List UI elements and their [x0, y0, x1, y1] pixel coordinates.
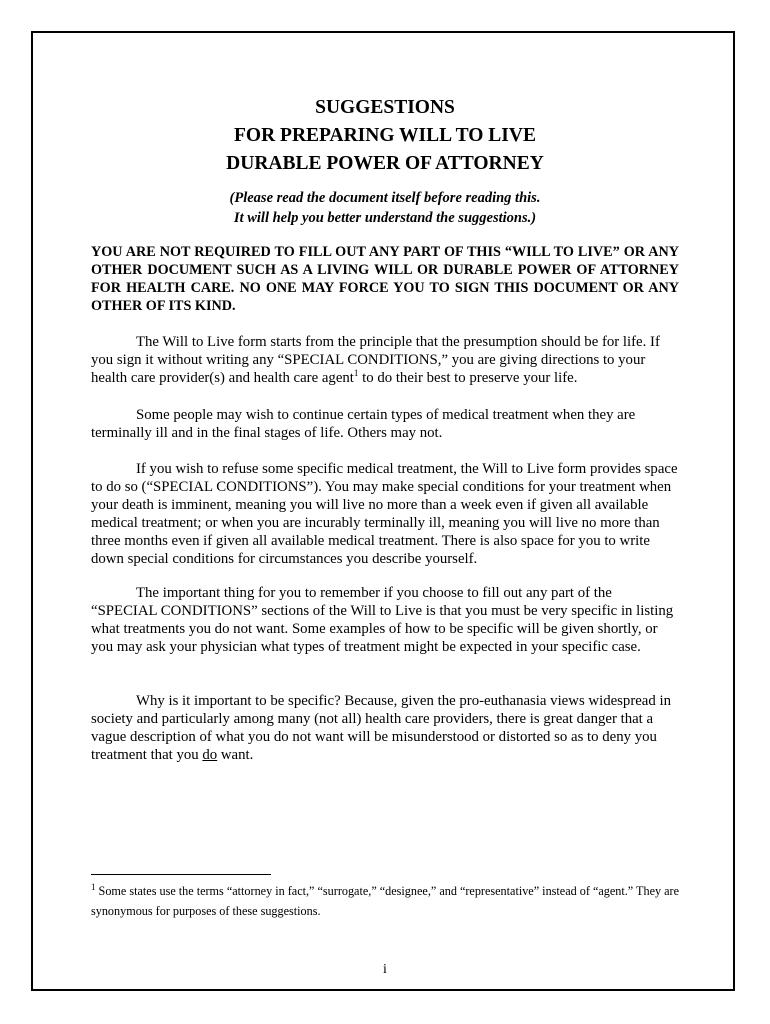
paragraph-be-specific: The important thing for you to remember if you choose to fill out any part of the “SPECIAL CONDITIONS” sections of the Will to Live is that you must be very specific in listing what treatments you do not want. Some examples of how to be specific will be given shortly, or you may ask your physician what types of treatment might be expected in your specific case.	[91, 585, 674, 655]
footnote-separator	[91, 874, 271, 875]
paragraph-5-text: Why is it important to be specific? Because, given the pro-euthanasia views widespread in society and particularly among many (not all) health care providers, there is great danger that a vague description of what you do not want will be misunderstood or distorted so as to deny you treatment that you	[91, 693, 671, 763]
paragraph-refuse-treatment: If you wish to refuse some specific medical treatment, the Will to Live form provides space to do so (“SPECIAL CONDITIONS”). You may make special conditions for your treatment when your death is imminent, meaning you will live no more than a week even if given all available medical treatment; or when you are incurably terminally ill, meaning you will live no more than three months even if given all available medical treatment. There is also space for you to write down special conditions for circumstances you describe yourself.	[91, 461, 678, 567]
footnote-reference: 1	[353, 368, 359, 379]
footnote	[91, 881, 679, 921]
warning-notice: YOU ARE NOT REQUIRED TO FILL OUT ANY PART OF THIS “WILL TO LIVE” OR ANY OTHER DOCUMENT SUCH AS A LIVING WILL OR DURABLE POWER OF ATTORNEY FOR HEALTH CARE. NO ONE MAY FORCE YOU TO SIGN THIS DOCUMENT OR ANY OTHER OF ITS KIND.	[91, 244, 679, 314]
underlined-word: do	[202, 747, 218, 763]
document-subtitle	[0, 188, 770, 228]
footnote-mark: 1	[91, 881, 96, 892]
title-line-3: DURABLE POWER OF ATTORNEY	[226, 153, 544, 174]
paragraph-1-text-end: to do their best to preserve your life.	[358, 370, 578, 386]
subtitle-line-1: (Please read the document itself before reading this.	[229, 190, 541, 206]
title-line-2: FOR PREPARING WILL TO LIVE	[234, 125, 536, 146]
paragraph-5-text-end: want.	[217, 747, 254, 763]
subtitle-line-2: It will help you better understand the suggestions.)	[233, 210, 537, 226]
paragraph-continue-treatment: Some people may wish to continue certain types of medical treatment when they are terminally ill and in the final stages of life. Others may not.	[91, 407, 636, 441]
paragraph-1-text: The Will to Live form starts from the principle that the presumption should be for life. If you sign it without writing any “SPECIAL CONDITIONS,” you are giving directions to your health care provider(s) and health care agent	[91, 334, 660, 386]
footnote-text: Some states use the terms “attorney in fact,” “surrogate,” “designee,” and “representative” instead of “agent.” They are synonymous for purposes of these suggestions.	[91, 884, 679, 918]
page-number: i	[383, 962, 387, 977]
paragraph-why-specific	[91, 692, 679, 764]
document-title	[0, 94, 770, 178]
paragraph-presumption-for-life	[91, 333, 679, 387]
title-line-1: SUGGESTIONS	[315, 97, 455, 118]
